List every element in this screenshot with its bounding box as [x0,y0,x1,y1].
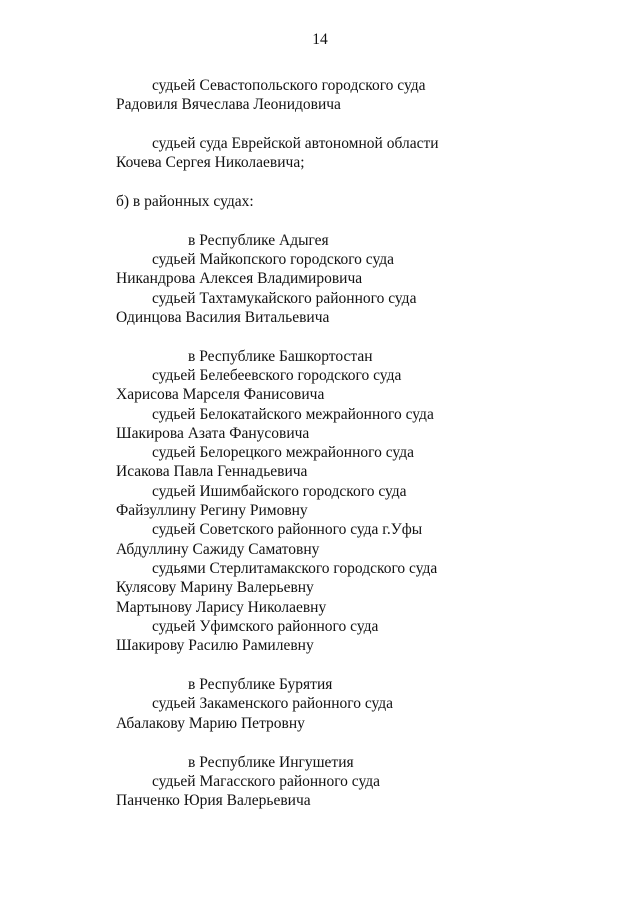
appointment-position: судьей Белорецкого межрайонного суда [152,444,414,461]
appointment-position: судьей Майкопского городского суда [152,251,395,268]
appointee-name: Файзуллину Регину Римовну [116,502,308,519]
appointee-name: Одинцова Василия Витальевича [116,309,330,326]
appointment-position: судьей Закаменского районного суда [152,695,394,712]
appointee-name: Радовиля Вячеслава Леонидовича [116,96,341,113]
appointee-name: Харисова Марселя Фанисовича [116,386,325,403]
appointee-name: Абдуллину Сажиду Саматовну [116,541,320,558]
appointee-name: Кулясову Марину Валерьевну [116,579,314,596]
appointee-name: Кочева Сергея Николаевича; [116,154,305,171]
region-heading: в Республике Адыгея [188,232,329,249]
appointee-name: Абалакову Марию Петровну [116,715,305,732]
appointment-position: судьей Белокатайского межрайонного суда [152,406,434,423]
appointment-position: судьей Советского районного суда г.Уфы [152,521,423,538]
appointment-position: судьей Магасского районного суда [152,773,381,790]
appointee-name: Исакова Павла Геннадьевича [116,463,308,480]
appointment-position: судьей Ишимбайского городского суда [152,483,407,500]
appointment-position: судьей суда Еврейской автономной области [152,135,439,152]
appointment-position: судьей Тахтамукайского районного суда [152,290,417,307]
region-heading: в Республике Бурятия [188,676,333,693]
appointee-name: Шакирову Расилю Рамилевну [116,637,314,654]
appointee-name: Шакирова Азата Фанусовича [116,425,310,442]
appointee-name: Никандрова Алексея Владимировича [116,270,363,287]
page-number: 14 [312,31,328,48]
appointment-position: судьей Уфимского районного суда [152,618,379,635]
appointment-position: судьями Стерлитамакского городского суда [152,560,438,577]
appointee-name: Панченко Юрия Валерьевича [116,792,311,809]
section-heading: б) в районных судах: [116,193,254,210]
appointment-position: судьей Севастопольского городского суда [152,77,426,94]
appointment-position: судьей Белебеевского городского суда [152,367,402,384]
region-heading: в Республике Ингушетия [188,754,354,771]
region-heading: в Республике Башкортостан [188,348,373,365]
appointee-name: Мартынову Ларису Николаевну [116,599,327,616]
